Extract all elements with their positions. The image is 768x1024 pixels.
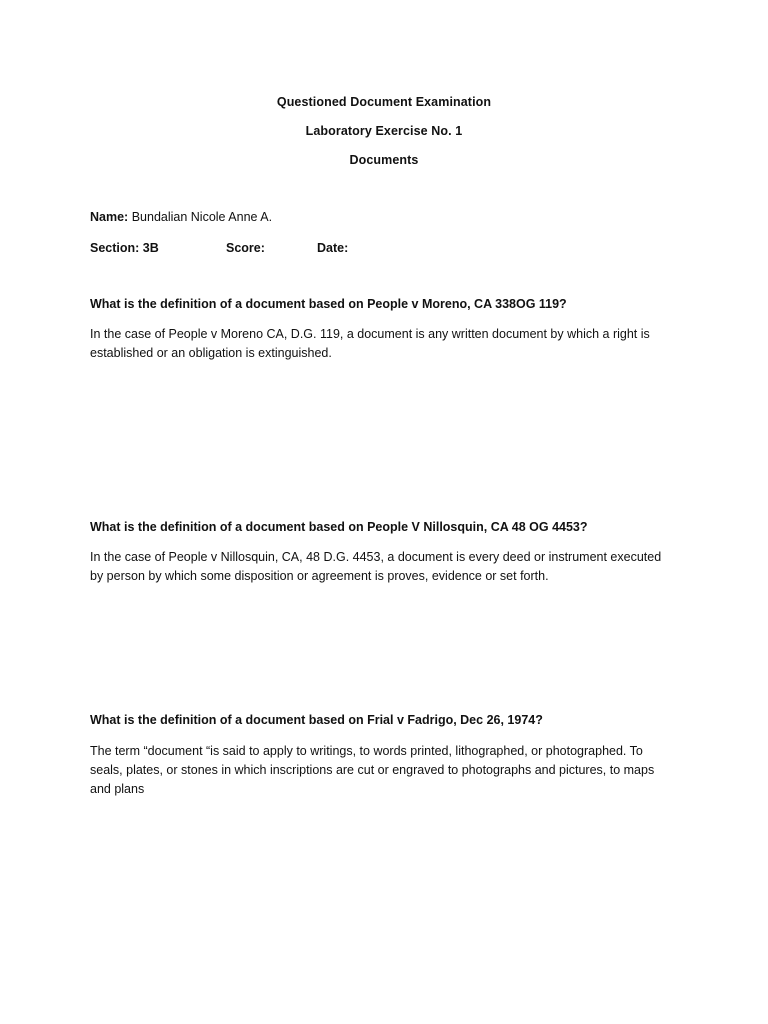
question-1: What is the definition of a document based on People v Moreno, CA 338OG 119? (90, 297, 567, 311)
exercise-number: Laboratory Exercise No. 1 (305, 124, 463, 138)
question-3: What is the definition of a document based on Frial v Fadrigo, Dec 26, 1974? (90, 713, 543, 727)
name-line (90, 210, 272, 224)
answer-1: In the case of People v Moreno CA, D.G. 119, a document is any written document by which a right is established or an obligation is extinguished. (90, 327, 650, 360)
answer-3: The term “document “is said to apply to writings, to words printed, lithographed, or photographed. To seals, plates, or stones in which inscriptions are cut or engraved to photographs and pictures, to maps and plans (90, 744, 655, 796)
section-score-date-line (90, 241, 490, 259)
answer-2: In the case of People v Nillosquin, CA, 48 D.G. 4453, a document is every deed or instrument executed by person by which some disposition or agreement is proves, evidence or set forth. (90, 550, 662, 583)
score-label: Score: (226, 241, 265, 255)
name-value: Bundalian Nicole Anne A. (131, 210, 273, 224)
exercise-topic: Documents (349, 153, 419, 167)
section-label: Section: 3B (90, 241, 159, 255)
name-label: Name: (90, 210, 129, 224)
document-title: Questioned Document Examination (276, 95, 492, 109)
question-2: What is the definition of a document based on People V Nillosquin, CA 48 OG 4453? (90, 520, 588, 534)
date-label: Date: (317, 241, 349, 255)
